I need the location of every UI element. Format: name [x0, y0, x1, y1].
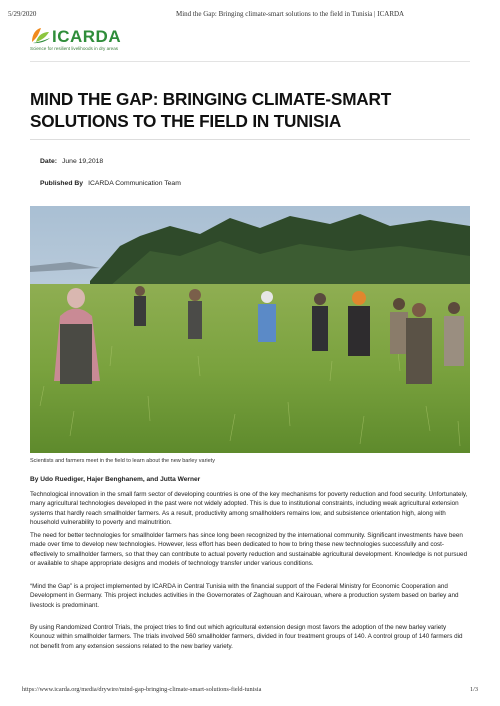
print-url[interactable]: https://www.icarda.org/media/drywire/mind-gap-bringing-climate-smart-solutions-field-tunisia: [22, 686, 262, 693]
article-paragraph: “Mind the Gap” is a project implemented by ICARDA in Central Tunisia with the financial support of the Federal Ministry for Economic Cooperation and Development in Germany. This project includes activities in the Governorates of Zaghouan and Kairouan, where a production system based on barley and livestock is predominant.: [30, 583, 459, 609]
article-photo: [30, 206, 470, 453]
icarda-leaf-icon: [30, 26, 52, 44]
article-publisher: [40, 180, 181, 187]
published-label: Published By: [40, 180, 84, 187]
article-date: [40, 158, 103, 165]
page-number: 1/3: [469, 686, 478, 693]
icarda-logo[interactable]: [30, 24, 140, 54]
title-divider: [30, 139, 470, 140]
header-divider: [30, 61, 470, 62]
photo-farmers-barley-field: [30, 206, 470, 453]
date-value: June 19,2018: [62, 158, 104, 165]
published-value: ICARDA Communication Team: [88, 180, 181, 187]
print-page-title: Mind the Gap: Bringing climate-smart solutions to the field in Tunisia | ICARDA: [176, 10, 405, 18]
photo-caption: Scientists and farmers meet in the field to learn about the new barley variety: [30, 458, 215, 464]
article-byline: By Udo Ruediger, Hajer Benghanem, and Jutta Werner: [30, 476, 201, 483]
print-header: [8, 10, 492, 20]
article-paragraph: Technological innovation in the small farm sector of developing countries is one of the key mechanisms for poverty reduction and food security. Unfortunately, many agricultural technologies developed in the past were not widely adopted. This is due to institutional constraints, including weak agricultural extension systems that hardly reach smallholder farmers. As a result, productivity among smallholders remains low, and subsistence orientation high, along with household vulnerability to poverty and malnutrition.: [30, 491, 468, 527]
logo-tagline: Science for resilient livelihoods in dry areas: [30, 46, 119, 51]
article-title: MIND THE GAP: BRINGING CLIMATE-SMART SOLUTIONS TO THE FIELD IN TUNISIA: [30, 89, 392, 131]
date-label: Date:: [40, 158, 57, 165]
logo-wordmark: ICARDA: [52, 27, 122, 46]
print-date: 5/29/2020: [8, 10, 37, 18]
article-paragraph: The need for better technologies for smallholder farmers has since long been recognized by the international community. Significant investments have been made over time to develop new technologies. However, less effort has been dedicated to how to bring these new technologies successfully and cost-effectively to smallholder farmers, so that they can contribute to actual poverty reduction and sustainable agricultural development. Knowledge is not pursued or available to shape appropriate designs and models of technology transfer under various conditions.: [30, 532, 468, 568]
article-paragraph: By using Randomized Control Trials, the project tries to find out which agricultural extension design most favors the adoption of the new barley variety Kounouz within smallholder farmers. The trials involved 560 smallholder farmers, divided in four treatment groups of 140. A control group of 140 farmers did not benefit from any extension sessions related to the new barley variety.: [30, 624, 463, 650]
